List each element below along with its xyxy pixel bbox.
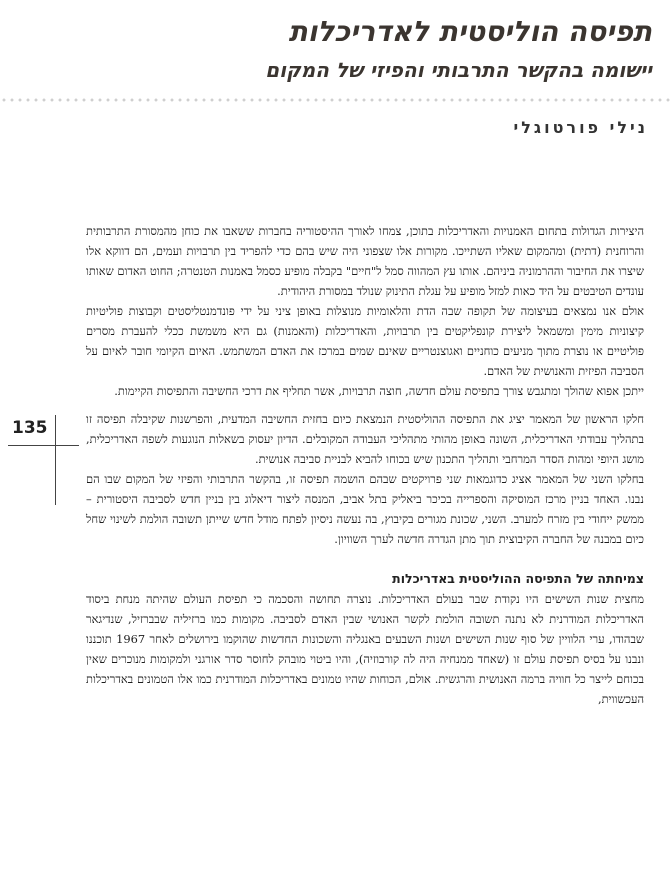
page-number: 135 <box>12 418 48 438</box>
paragraph-section-body: מחצית שנות השישים היו נקודת שבר בעולם האדריכלות. נוצרה תחושה והסכמה כי תפיסת העולם שהיתה מנחת ביסוד האדריכלות המודרנית לא נתנה תשובה הולמת לקשר האנושי שבין האדם לסביבה. מקומות כמו ברזיליה שבברזיל, שנדיגאר שבהודו, ערי הלוויין של סוף שנות השישים ושנות השבעים באנגליה והשכונות החדשות שהוקמו בירושלים לאחר 1967 תוכננו ונבנו על בסיס תפיסת עולם זו (שאחד ממנחיה היה לה קורבוזיה), והיו ביטוי מובהק לחוסר סדר אורגני ולמקומות מנוכרים שאין בכוחם לייצר כל חוויה ברמה האנושית והרגשית. אולם, הכוחות שהיו טמונים באדריכלות המודרנית כמו אלו הטמונים באדריכלות העכשווית, <box>86 592 644 706</box>
paragraph-part-two: בחלקו השני של המאמר אציג כדוגמאות שני פרויקטים שבהם הושמה תפיסה זו, בהקשר התרבותי והפיזי של המקום שבו הם נבנו. האחד בניין מרכז המוסיקה והספרייה בכיכר ביאליק בתל אביב, המנסה ליצור דיאלוג בין בניין חדש לסביבה היסטורית – ממשק ייחודי בין מזרח למערב. השני, שכונת מגורים בקיבוץ, בה נעשה ניסיון לפתח מודל חדש שייתן תשובה הולמת לשינוי שחל כיום במבנה של החברה הקיבוצית תוך מתן הגדרה חדשה לערך השוויון. <box>86 472 644 546</box>
article-body <box>86 221 644 709</box>
dotted-divider <box>0 98 670 102</box>
paragraph-intro: היצירות הגדולות בתחום האמנויות והאדריכלות בתוכן, צמחו לאורך ההיסטוריה בחברות ששאבו את כוחן מהמסורת התרבותית והרוחנית (דתית) ומהמקום שאליו השתייכו. מקורות אלו שצפוני היה שיש בהם כדי להפריד בין תרבויות ועמים, הם דווקא אלו שיצרו את החיבור וההרמוניה ביניהם. אותו עץ המהווה סמל ל"חיים" בקבלה מופיע כסמל באמנות הטנטרה; החוט האדום שאותו עונדים הטיבטים על היד כאות למזל מופיע על עגלת התינוק שנולד במסורת היהודית. <box>86 224 644 298</box>
section-heading: צמיחתה של התפיסה ההוליסטית באדריכלות <box>392 571 644 586</box>
page-number-crosshair-vertical <box>55 415 56 505</box>
paragraph-part-one: חלקו הראשון של המאמר יציג את התפיסה ההוליסטית הנמצאת כיום בחזית החשיבה המדעית, והפרשנות שקיבלה תפיסה זו בתהליך עבודתי האדריכלית, השונה באופן מהותי מתהליכי העבודה המקובלים. הדיון יעסוק בשאלות הנוגעות לשפה האדריכלית, מושג היופי ומהות הסדר המרחבי ותהליך התכנון שיש בכוחו להביא לבניית סביבה אנושית. <box>86 412 644 466</box>
author-name: נילי פורטוגלי <box>513 118 648 137</box>
paragraph-new-worldview: ייתכן אפוא שהולך ומתגבש צורך בתפיסת עולם חדשה, חוצה תרבויות, אשר תחליף את דרכי החשיבה והתפיסות הקיימות. <box>114 384 644 398</box>
page-number-crosshair-horizontal <box>8 445 79 446</box>
article-title: תפיסה הוליסטית לאדריכלות <box>288 15 652 48</box>
article-subtitle: יישומה בהקשר התרבותי והפיזי של המקום <box>265 58 652 82</box>
paragraph-politics: אולם אנו נמצאים בעיצומה של תקופה שבה הדת והלאומיות מנוצלות באופן ציני על ידי פונדמנטליסטים וקבוצות פוליטיות קיצוניות מימין ומשמאל ליצירת קונפליקטים בין תרבויות, והאדריכלות (והאמנות) גם היא משמשת ככלי להעברת מסרים פוליטיים או נוצרת מתוך מניעים כוחניים ואגוצנטריים שאינם שמים במרכז את האדם המשתמש. האיום הקיומי חובר לאיום על הסביבה הפיזית והאנושית של האדם. <box>86 304 644 378</box>
